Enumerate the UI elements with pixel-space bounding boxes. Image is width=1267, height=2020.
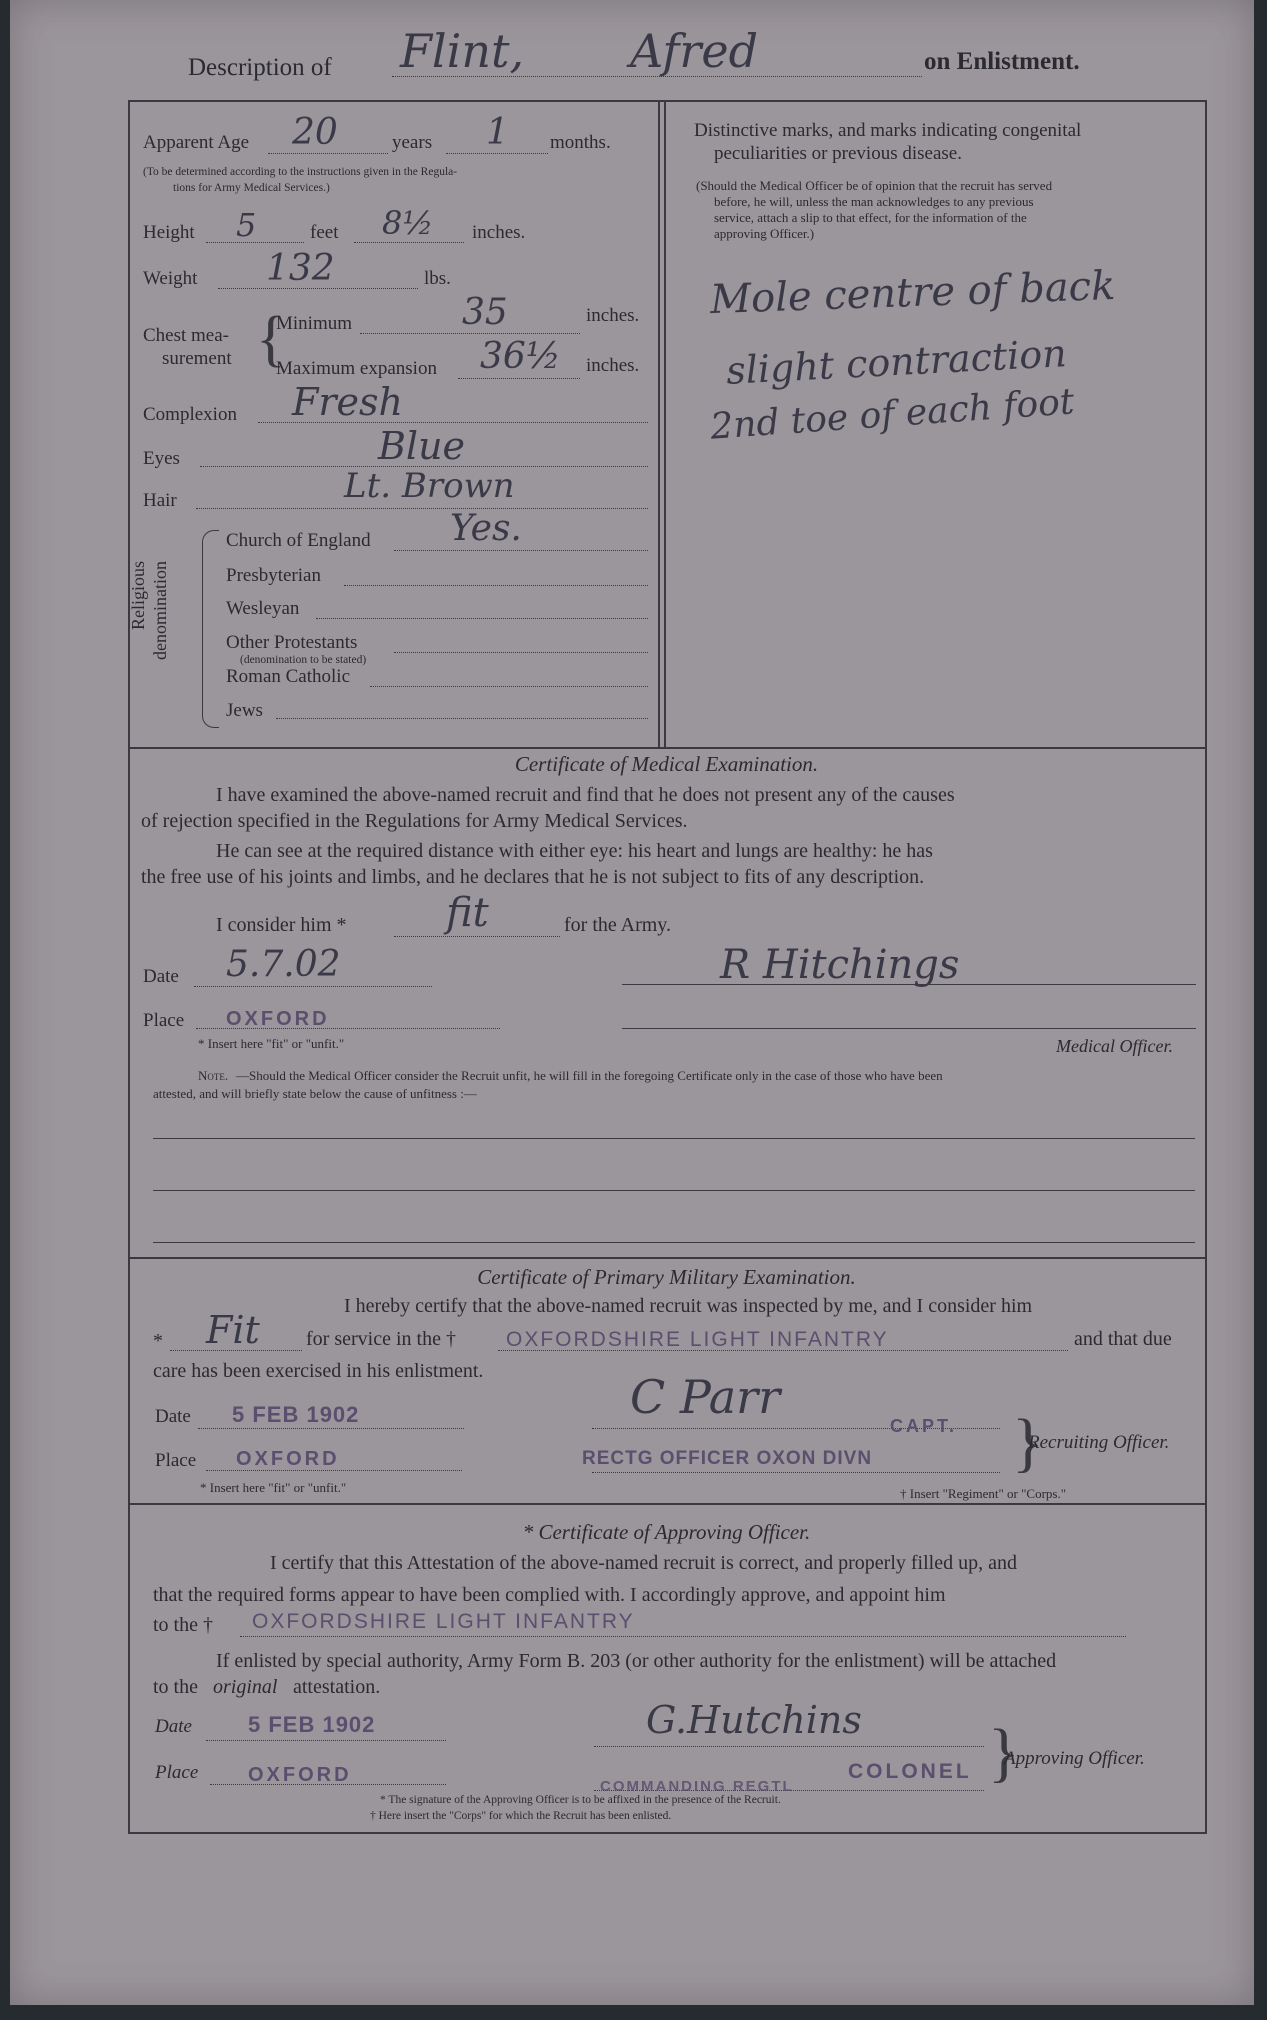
- hair-line: [196, 508, 648, 509]
- years-label: years: [392, 132, 433, 153]
- medical-title: Certificate of Medical Examination.: [514, 752, 819, 776]
- military-capt-stamp: CAPT.: [890, 1416, 958, 1436]
- height-label: Height: [143, 222, 195, 243]
- consider-line: [394, 936, 560, 937]
- medical-signature: R Hitchings: [720, 942, 960, 988]
- military-date-label: Date: [155, 1406, 191, 1427]
- marks-note-1: (Should the Medical Officer be of opinion that the recruit has served: [696, 178, 1053, 193]
- marks-handwriting-3: 2nd toe of each foot: [709, 381, 1076, 448]
- medical-date-line: [194, 986, 432, 987]
- weight-value: 132: [266, 248, 335, 289]
- chest-min-inches: inches.: [586, 305, 640, 326]
- approving-place-stamp: OXFORD: [248, 1764, 352, 1786]
- military-place-stamp: OXFORD: [236, 1448, 340, 1470]
- religion-side-label-1: Religious: [128, 560, 148, 630]
- height-inches-line: [354, 242, 464, 243]
- other-protestants-label: Other Protestants: [226, 632, 358, 653]
- age-label: Apparent Age: [143, 132, 250, 153]
- church-line: [394, 550, 648, 551]
- feet-label: feet: [310, 222, 339, 243]
- medical-date-value: 5.7.02: [226, 944, 341, 985]
- age-months-line: [446, 153, 548, 154]
- header-prefix: Description of: [188, 54, 332, 81]
- wesleyan-line: [316, 618, 648, 619]
- military-line1: I hereby certify that the above-named recruit was inspected by me, and I consider him: [344, 1295, 1033, 1317]
- medical-officer-line: [622, 1028, 1196, 1029]
- approving-colonel-stamp: COLONEL: [848, 1760, 972, 1783]
- inches-label: inches.: [472, 222, 526, 243]
- religion-side-label-2: denomination: [150, 561, 170, 660]
- medical-note-label: Note.: [198, 1068, 229, 1083]
- height-feet-value: 5: [236, 206, 257, 244]
- chest-max-inches: inches.: [586, 355, 640, 376]
- age-years-value: 20: [292, 112, 338, 153]
- chest-brace: {: [256, 305, 286, 373]
- approving-place-label: Place: [155, 1762, 199, 1783]
- approving-date-stamp: 5 FEB 1902: [248, 1712, 376, 1737]
- medical-note-line1: —Should the Medical Officer consider the Recruit unfit, he will fill in the foregoing Certificate only in the case of those who have been: [236, 1068, 943, 1083]
- military-place-label: Place: [155, 1450, 197, 1471]
- approving-line4: If enlisted by special authority, Army Form B. 203 (or other authority for the enlistment) will be attached: [216, 1650, 1057, 1672]
- approving-officer-label: Approving Officer.: [1004, 1748, 1145, 1769]
- presbyterian-line: [344, 585, 648, 586]
- military-date-line: [198, 1428, 464, 1429]
- height-inches-value: 8½: [382, 204, 434, 242]
- header-surname: Flint,: [400, 24, 525, 78]
- approving-note-1: * The signature of the Approving Officer is to be affixed in the presence of the Recruit.: [380, 1794, 781, 1806]
- roman-catholic-line: [370, 686, 648, 687]
- military-officer-stamp: RECTG OFFICER OXON DIVN: [582, 1448, 873, 1469]
- marks-note-2: before, he will, unless the man acknowledges to any previous: [714, 194, 1034, 209]
- approving-line5a: to the: [153, 1676, 198, 1698]
- military-officer-line: [592, 1472, 1000, 1473]
- chest-min-value: 35: [462, 292, 508, 333]
- approving-note-2: † Here insert the "Corps" for which the Recruit has been enlisted.: [370, 1810, 672, 1822]
- other-protestants-note: (denomination to be stated): [240, 654, 367, 666]
- upper-divider-2: [664, 100, 666, 748]
- approving-regiment-line: [240, 1636, 1126, 1637]
- medical-officer-label: Medical Officer.: [1056, 1036, 1173, 1056]
- approving-regiment-stamp: OXFORDSHIRE LIGHT INFANTRY: [252, 1610, 635, 1633]
- approving-line2: that the required forms appear to have been complied with. I accordingly approve, and appoint him: [153, 1584, 946, 1606]
- hair-value: Lt. Brown: [344, 466, 515, 506]
- approving-commanding-stamp: COMMANDING REGTL: [600, 1778, 794, 1795]
- military-date-stamp: 5 FEB 1902: [232, 1402, 360, 1427]
- lbs-label: lbs.: [424, 268, 451, 289]
- marks-title-2: peculiarities or previous disease.: [714, 143, 962, 164]
- approving-date-line: [206, 1740, 446, 1741]
- consider-value: fit: [446, 890, 489, 936]
- military-insert-note: * Insert here "fit" or "unfit.": [200, 1480, 347, 1495]
- age-note-1: (To be determined according to the instructions given in the Regula-: [143, 166, 458, 178]
- military-fit-value: Fit: [206, 1308, 260, 1352]
- eyes-value: Blue: [378, 424, 466, 468]
- approving-signature-line: [594, 1746, 984, 1747]
- medical-para2-line1: He can see at the required distance with either eye: his heart and lungs are healthy: he has: [216, 840, 933, 862]
- approving-to-the: to the †: [153, 1614, 213, 1636]
- presbyterian-label: Presbyterian: [226, 565, 321, 586]
- unfitness-line-1: [153, 1138, 1195, 1139]
- medical-note-line2: attested, and will briefly state below the cause of unfitness :—: [153, 1086, 477, 1101]
- church-of-england-label: Church of England: [226, 530, 371, 551]
- religion-brace: [202, 530, 219, 728]
- medical-place-label: Place: [143, 1010, 185, 1031]
- jews-line: [276, 718, 648, 719]
- military-star: *: [153, 1330, 163, 1352]
- marks-handwriting-1: Mole centre of back: [709, 262, 1117, 324]
- approving-title: * Certificate of Approving Officer.: [522, 1520, 811, 1544]
- wesleyan-label: Wesleyan: [226, 598, 300, 619]
- section-divider-military: [128, 1257, 1205, 1259]
- medical-para1-line2: of rejection specified in the Regulations for Army Medical Services.: [141, 810, 688, 832]
- jews-label: Jews: [226, 700, 263, 721]
- approving-line1: I certify that this Attestation of the above-named recruit is correct, and properly filled up, and: [270, 1552, 1017, 1574]
- chest-label-2: surement: [162, 348, 232, 369]
- age-note-2: tions for Army Medical Services.): [173, 182, 330, 194]
- medical-insert-note: * Insert here "fit" or "unfit.": [198, 1036, 345, 1051]
- medical-signature-line: [622, 984, 1196, 985]
- military-for-service: for service in the †: [306, 1328, 456, 1350]
- approving-line5b: original: [213, 1676, 278, 1698]
- complexion-label: Complexion: [143, 404, 237, 425]
- marks-handwriting-2: slight contraction: [725, 331, 1068, 393]
- marks-title-1: Distinctive marks, and marks indicating congenital: [694, 120, 1082, 141]
- unfitness-line-2: [153, 1190, 1195, 1191]
- header-forename: Afred: [630, 24, 759, 78]
- enlistment-form-page: [10, 0, 1254, 2005]
- approving-signature: G.Hutchins: [646, 1698, 862, 1742]
- weight-label: Weight: [143, 268, 198, 289]
- upper-divider: [658, 100, 660, 748]
- medical-date-label: Date: [143, 966, 179, 987]
- consider-label: I consider him *: [216, 914, 347, 936]
- military-signature: C Parr: [630, 1370, 781, 1424]
- hair-label: Hair: [143, 490, 177, 511]
- section-divider-approving: [128, 1503, 1205, 1505]
- complexion-value: Fresh: [292, 380, 403, 424]
- chest-max-label: Maximum expansion: [276, 358, 437, 379]
- approving-date-label: Date: [155, 1716, 192, 1737]
- age-years-line: [268, 153, 388, 154]
- church-value: Yes.: [450, 508, 522, 549]
- age-months-value: 1: [486, 112, 509, 153]
- marks-note-3: service, attach a slip to that effect, for the information of the: [714, 210, 1027, 225]
- military-regiment-note: † Insert "Regiment" or "Corps.": [900, 1486, 1067, 1501]
- approving-officer-brace: }: [988, 1716, 1020, 1789]
- chest-min-line: [360, 333, 580, 334]
- chest-max-line: [458, 378, 580, 379]
- eyes-label: Eyes: [143, 448, 180, 469]
- unfitness-line-3: [153, 1242, 1195, 1243]
- header-suffix: on Enlistment.: [924, 48, 1080, 75]
- for-army-label: for the Army.: [564, 914, 672, 936]
- military-line3: care has been exercised in his enlistment.: [153, 1360, 484, 1382]
- chest-label-1: Chest mea-: [143, 325, 230, 346]
- medical-para2-line2: the free use of his joints and limbs, and he declares that he is not subject to fits of any description.: [141, 866, 925, 888]
- approving-line5c: attestation.: [293, 1676, 381, 1698]
- section-divider-medical: [128, 747, 1205, 749]
- military-officer-brace: }: [1012, 1406, 1044, 1479]
- other-protestants-line: [394, 652, 648, 653]
- chest-min-label: Minimum: [276, 313, 353, 334]
- military-officer-label: Recruiting Officer.: [1028, 1432, 1170, 1453]
- military-and-due: and that due: [1074, 1328, 1172, 1350]
- chest-max-value: 36½: [480, 336, 561, 377]
- marks-note-4: approving Officer.): [714, 226, 815, 241]
- months-label: months.: [550, 132, 611, 153]
- roman-catholic-label: Roman Catholic: [226, 666, 351, 687]
- medical-para1-line1: I have examined the above-named recruit and find that he does not present any of the causes: [216, 784, 955, 806]
- medical-place-stamp: OXFORD: [226, 1008, 330, 1030]
- military-title: Certificate of Primary Military Examination.: [477, 1265, 856, 1289]
- military-regiment-stamp: OXFORDSHIRE LIGHT INFANTRY: [506, 1328, 889, 1351]
